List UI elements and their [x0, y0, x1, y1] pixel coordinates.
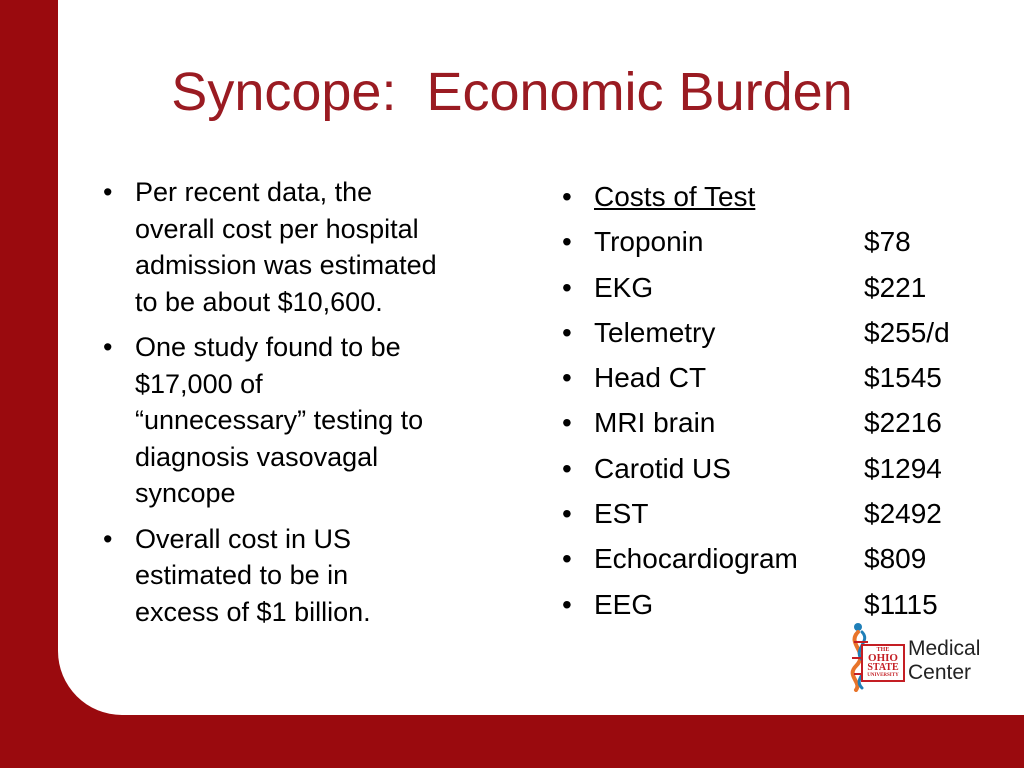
emblem-ohio: OHIO	[868, 652, 898, 664]
economic-burden-list	[97, 174, 529, 639]
test-cost: $809	[864, 543, 927, 575]
logo-wordmark	[908, 637, 980, 685]
test-name: EEG	[594, 588, 654, 620]
cost-row	[556, 491, 996, 536]
bullet-overall-us-cost: • Overall cost in US estimated to be in excess of $1 billion.	[97, 521, 529, 631]
emblem-university: UNIVERSITY	[867, 673, 899, 678]
test-cost: $1545	[864, 362, 942, 394]
test-cost: $221	[864, 271, 927, 303]
cost-row	[556, 355, 996, 400]
cost-row	[556, 400, 996, 445]
emblem-the: THE	[876, 647, 890, 653]
costs-heading-item	[556, 174, 996, 219]
cost-row	[556, 265, 996, 310]
bullet-unnecessary-testing: • One study found to be $17,000 of “unnecessary” testing to diagnosis vasovagal syncope	[97, 329, 529, 512]
test-name: EST	[594, 498, 649, 530]
cost-row	[556, 310, 996, 355]
emblem-state: STATE	[867, 662, 899, 673]
test-costs-list	[556, 174, 996, 627]
test-name: Carotid US	[594, 452, 731, 484]
cost-row	[556, 446, 996, 491]
test-cost: $2216	[864, 407, 942, 439]
slide-title: Syncope: Economic Burden	[171, 62, 853, 122]
cost-row	[556, 536, 996, 581]
cost-row	[556, 219, 996, 264]
ohio-state-emblem	[861, 644, 905, 682]
test-name: EKG	[594, 271, 654, 303]
costs-heading: Costs of Test	[594, 181, 756, 212]
test-name: Echocardiogram	[594, 543, 798, 575]
osu-medical-center-logo	[842, 622, 1012, 692]
test-name: Head CT	[594, 362, 707, 394]
test-name: Troponin	[594, 226, 704, 258]
test-cost: $2492	[864, 498, 942, 530]
test-cost: $255/d	[864, 316, 950, 348]
logo-line-center: Center	[908, 661, 972, 684]
test-cost: $1294	[864, 452, 942, 484]
test-cost: $1115	[864, 588, 938, 620]
cost-row	[556, 582, 996, 627]
test-name: MRI brain	[594, 407, 716, 439]
test-name: Telemetry	[594, 316, 716, 348]
bullet-admission-cost: • Per recent data, the overall cost per hospital admission was estimated to be about $10,600.	[97, 174, 529, 320]
logo-line-medical: Medical	[908, 637, 981, 660]
test-cost: $78	[864, 226, 911, 258]
